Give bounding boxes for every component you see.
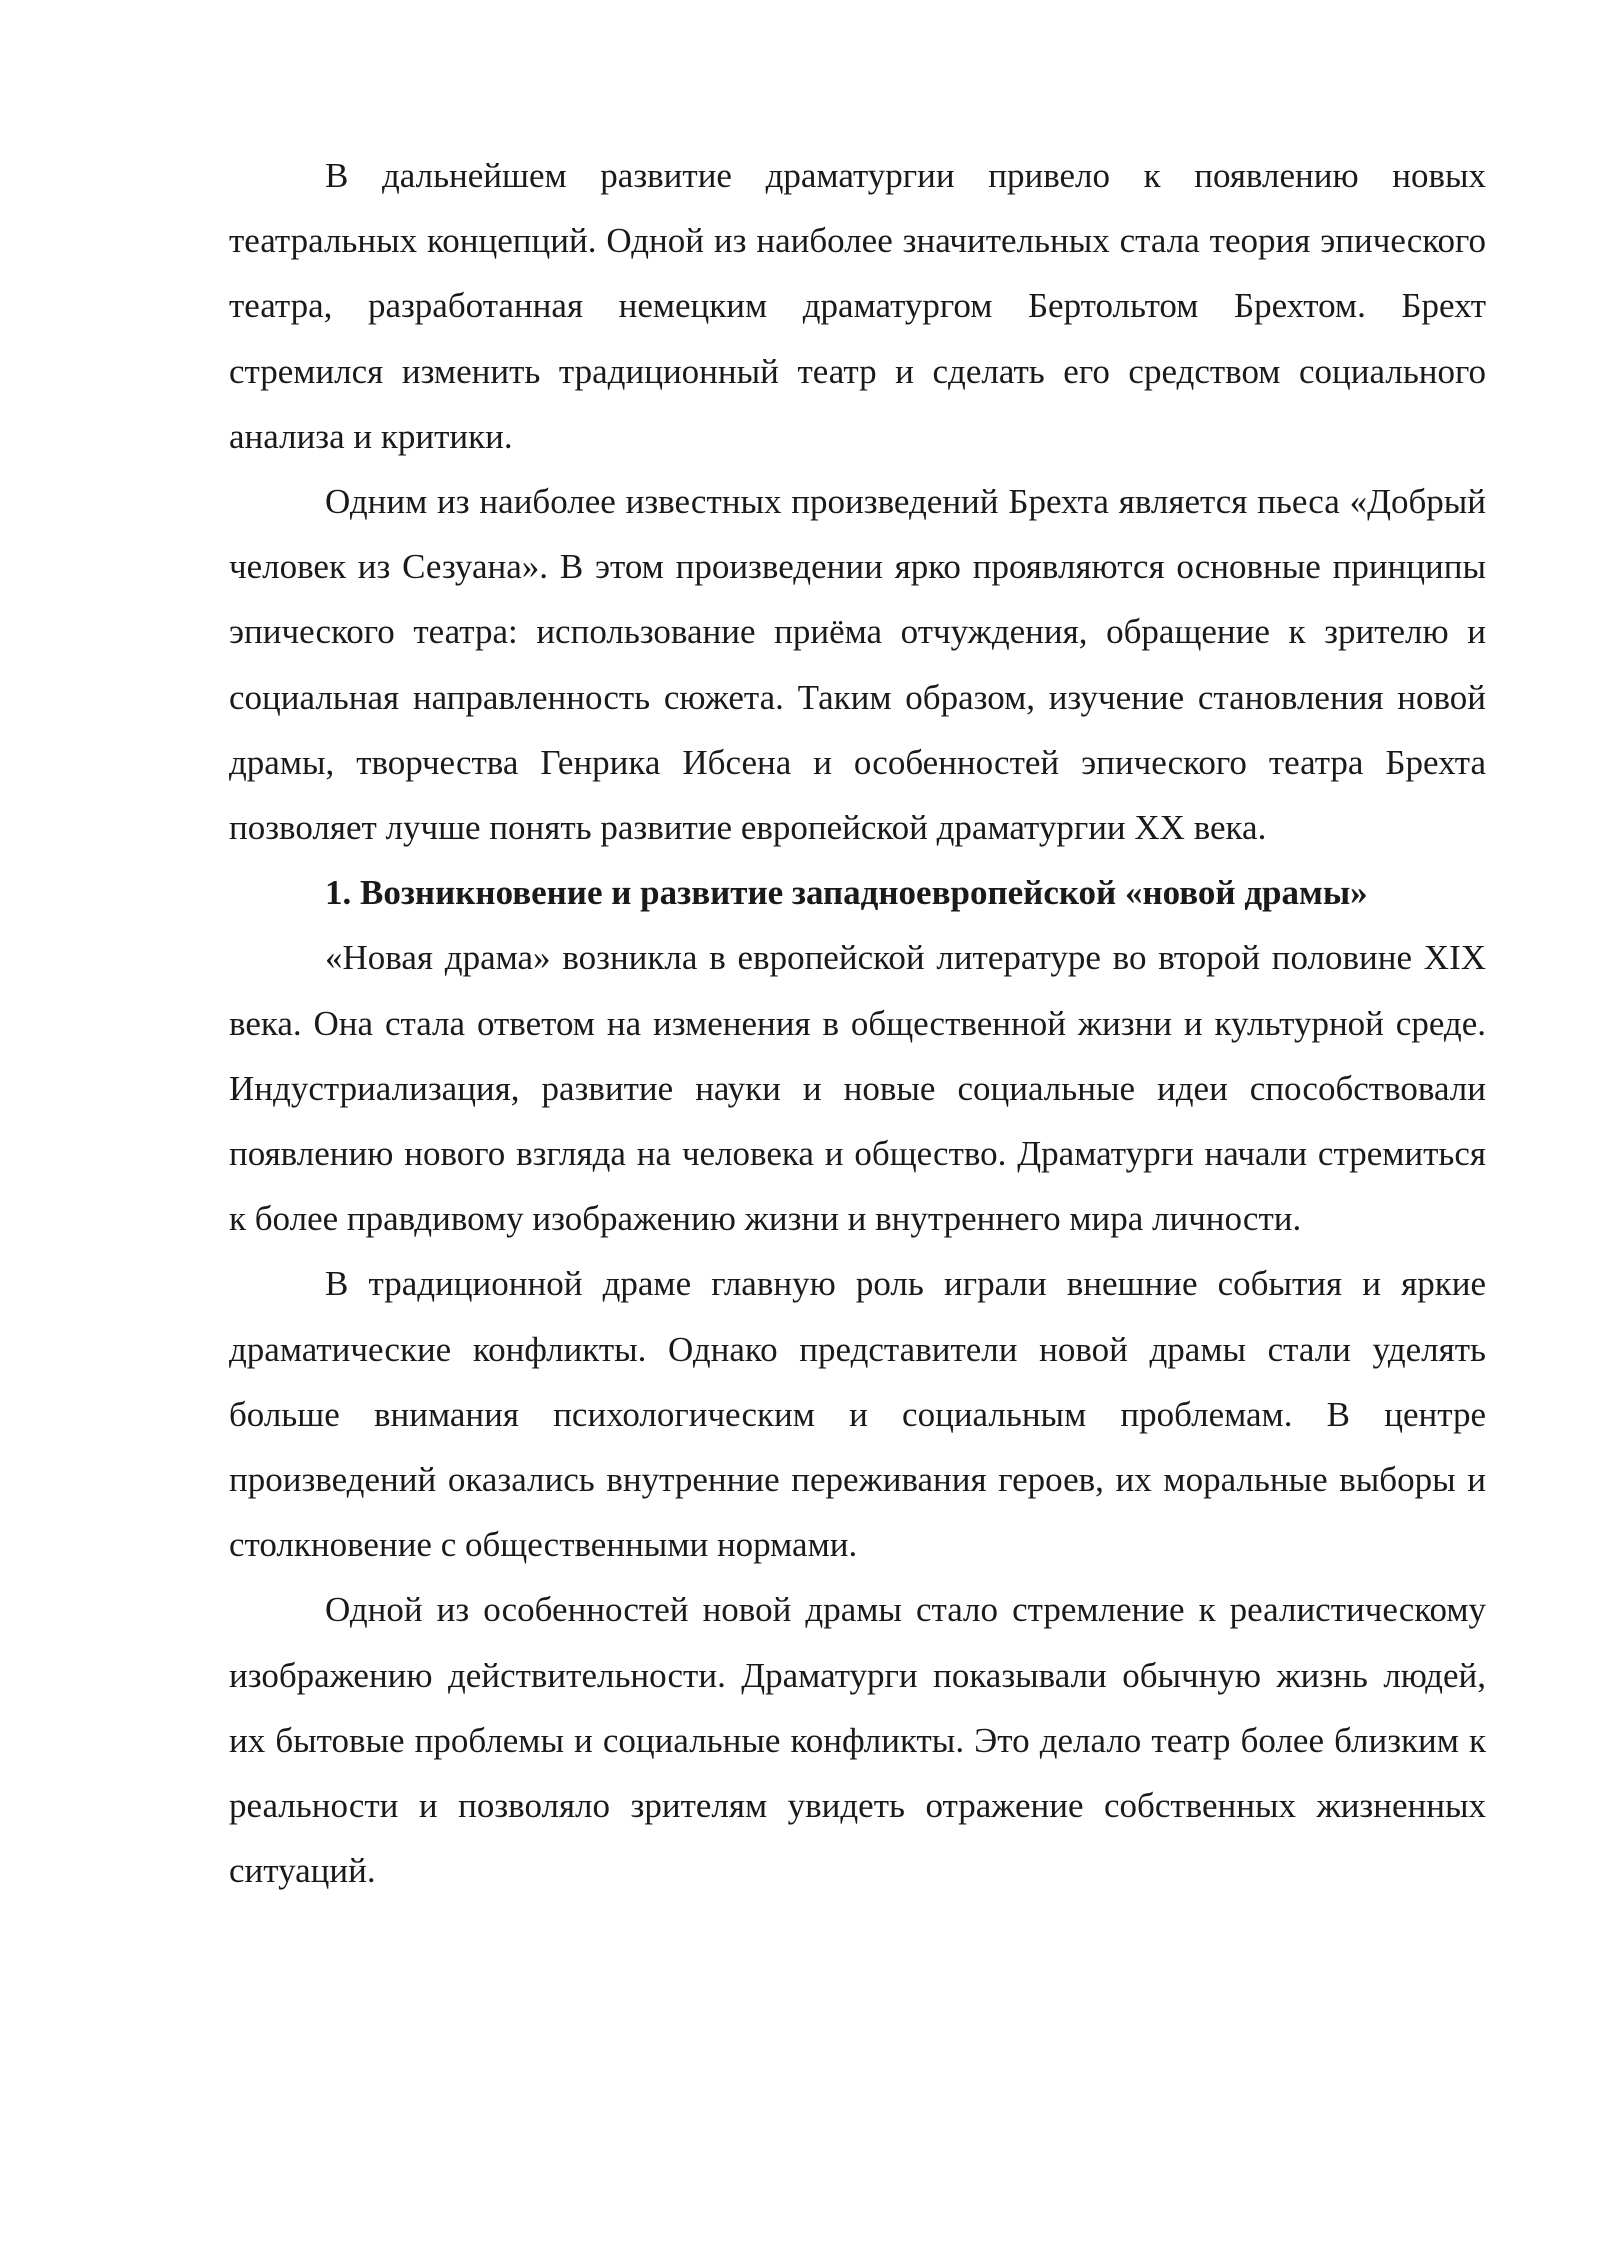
document-body [229,143,1486,1903]
paragraph-new-drama-origin: «Новая драма» возникла в европейской литературе во второй половине XIX века. Она стала ответом на изменения в общественной жизни и культурной среде. Индустриализация, развитие науки и новые социальные идеи способствовали появлению нового взгляда на человека и общество. Драматурги начали стремиться к более правдивому изображению жизни и внутреннего мира личности. [229,938,1486,1239]
paragraph-good-person-szechwan: Одним из наиболее известных произведений Брехта является пьеса «Добрый человек из Сезуана». В этом произведении ярко проявляются основные принципы эпического театра: использование приёма отчуждения, обращение к зрителю и социальная направленность сюжета. Таким образом, изучение становления новой драмы, творчества Генрика Ибсена и особенностей эпического театра Брехта позволяет лучше понять развитие европейской драматургии XX века. [229,482,1486,848]
paragraph-realism: Одной из особенностей новой драмы стало стремление к реалистическому изображению действительности. Драматурги показывали обычную жизнь людей, их бытовые проблемы и социальные конфликты. Это делало театр более близким к реальности и позволяло зрителям увидеть отражение собственных жизненных ситуаций. [229,1590,1486,1891]
paragraph-traditional-drama: В традиционной драме главную роль играли внешние события и яркие драматические конфликты. Однако представители новой драмы стали уделять больше внимания психологическим и социальным проблемам. В центре произведений оказались внутренние переживания героев, их моральные выборы и столкновение с общественными нормами. [229,1264,1486,1565]
paragraph-epic-theatre-intro: В дальнейшем развитие драматургии привело к появлению новых театральных концепций. Одной из наиболее значительных стала теория эпического театра, разработанная немецким драматургом Бертольтом Брехтом. Брехт стремился изменить традиционный театр и сделать его средством социального анализа и критики. [229,156,1486,456]
section-heading: 1. Возникновение и развитие западноевропейской «новой драмы» [325,873,1368,913]
